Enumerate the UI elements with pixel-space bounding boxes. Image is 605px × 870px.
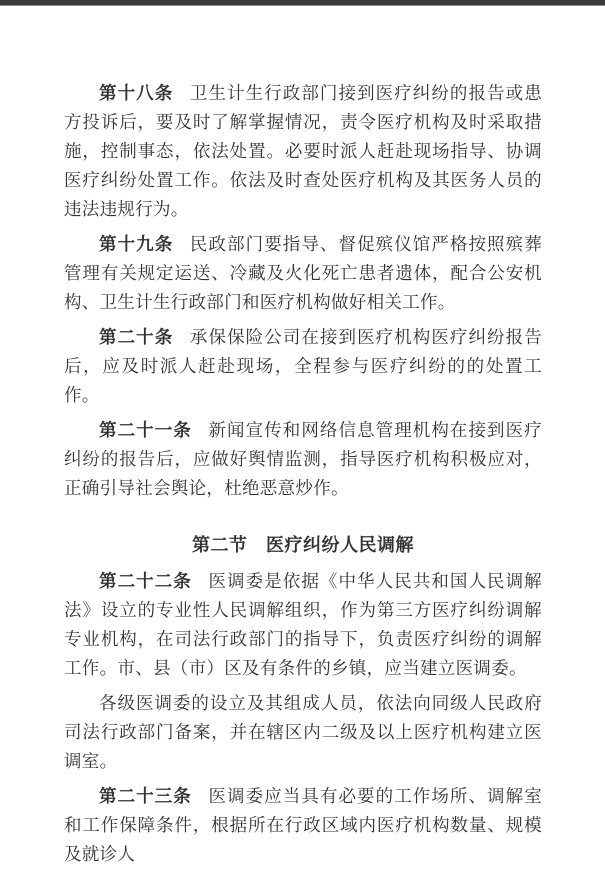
- article-23-text: 医调委应当具有必要的工作场所、调解室和工作保障条件，根据所在行政区域内医疗机构数量、规模及就诊人: [64, 787, 542, 865]
- document-page: [0, 6, 605, 870]
- article-21-text: 新闻宣传和网络信息管理机构在接到医疗纠纷的报告后，应做好舆情监测，指导医疗机构积极应对，正确引导社会舆论，杜绝恶意炒作。: [64, 421, 542, 499]
- paragraph-filing: [64, 690, 542, 777]
- paragraph-article-18: [64, 80, 542, 225]
- article-19-number: 第十九条: [99, 235, 174, 255]
- filing-text: 各级医调委的设立及其组成人员，依法向同级人民政府司法行政部门备案，并在辖区内二级及以上医疗机构建立医调室。: [64, 694, 542, 772]
- paragraph-article-23: [64, 783, 542, 870]
- article-19-text: 民政部门要指导、督促殡仪馆严格按照殡葬管理有关规定运送、冷藏及火化死亡患者遗体，配合公安机构、卫生计生行政部门和医疗机构做好相关工作。: [64, 235, 543, 313]
- article-20-text: 承保保险公司在接到医疗机构医疗纠纷报告后，应及时派人赶赴现场，全程参与医疗纠纷的的处置工作。: [64, 328, 543, 406]
- paragraph-article-19: [64, 231, 542, 318]
- article-18-text: 卫生计生行政部门接到医疗纠纷的报告或患方投诉后，要及时了解掌握情况，责令医疗机构及时采取措施，控制事态，依法处置。必要时派人赶赴现场指导、协调医疗纠纷处置工作。依法及时查处医疗机构及其医务人员的违法违规行为。: [64, 84, 543, 220]
- article-22-number: 第二十二条: [99, 572, 192, 592]
- article-22-text: 医调委是依据《中华人民共和国人民调解法》设立的专业性人民调解组织，作为第三方医疗纠纷调解专业机构，在司法行政部门的指导下，负责医疗纠纷的调解工作。市、县（市）区及有条件的乡镇，应当建立医调委。: [64, 572, 542, 679]
- section-heading: 第二节 医疗纠纷人民调解: [192, 535, 414, 556]
- article-23-number: 第二十三条: [99, 787, 192, 807]
- article-20-number: 第二十条: [99, 328, 174, 348]
- article-21-number: 第二十一条: [99, 421, 192, 441]
- paragraph-article-20: [64, 324, 542, 411]
- paragraph-article-22: [64, 568, 542, 684]
- article-18-number: 第十八条: [99, 84, 174, 104]
- paragraph-article-21: [64, 417, 542, 504]
